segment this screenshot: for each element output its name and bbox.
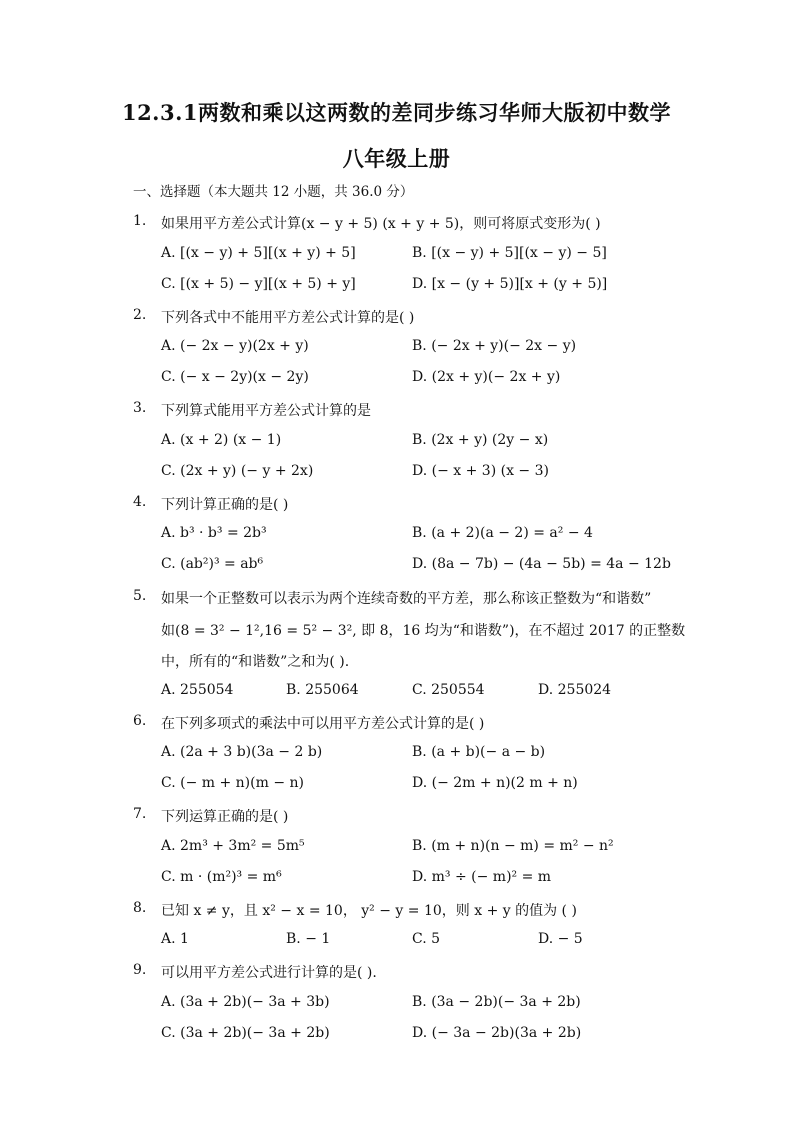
- option-c: C. (3a + 2b)(− 3a + 2b): [161, 1025, 330, 1041]
- option-c: C. m · (m²)³ = m⁶: [161, 869, 282, 885]
- option-a: A. (x + 2) (x − 1): [161, 432, 282, 448]
- question-text: 如果用平方差公式计算(x − y + 5) (x + y + 5)，则可将原式变形为( ): [161, 216, 601, 232]
- option-b: B. (m + n)(n − m) = m² − n²: [412, 838, 614, 854]
- option-b: B. (a + b)(− a − b): [412, 744, 546, 760]
- option-d: D. [x − (y + 5)][x + (y + 5)]: [412, 276, 608, 292]
- question-number: 3.: [133, 400, 147, 416]
- question-number: 7.: [133, 806, 147, 822]
- option-b: B. (3a − 2b)(− 3a + 2b): [412, 994, 581, 1010]
- option-d: D. m³ ÷ (− m)² = m: [412, 869, 552, 885]
- option-d: D. (− x + 3) (x − 3): [412, 463, 549, 479]
- option-a: A. (3a + 2b)(− 3a + 3b): [161, 994, 330, 1010]
- document-title-line2: 八年级上册: [342, 146, 451, 171]
- question-text: 可以用平方差公式进行计算的是( ).: [161, 965, 377, 981]
- option-d: D. 255024: [538, 682, 612, 698]
- option-c: C. (− m + n)(m − n): [161, 775, 304, 791]
- option-a: A. 1: [161, 931, 189, 947]
- option-b: B. (2x + y) (2y − x): [412, 432, 549, 448]
- question-text-line3: 中，所有的“和谐数”之和为( ).: [161, 654, 350, 670]
- option-d: D. (8a − 7b) − (4a − 5b) = 4a − 12b: [412, 556, 671, 572]
- option-c: C. (ab²)³ = ab⁶: [161, 556, 264, 572]
- option-a: A. [(x − y) + 5][(x + y) + 5]: [161, 245, 356, 261]
- question-text: 下列各式中不能用平方差公式计算的是( ): [161, 310, 415, 326]
- question-number: 4.: [133, 494, 147, 510]
- option-c: C. [(x + 5) − y][(x + 5) + y]: [161, 276, 356, 292]
- option-b: B. [(x − y) + 5][(x − y) − 5]: [412, 245, 607, 261]
- question-text: 在下列多项式的乘法中可以用平方差公式计算的是( ): [161, 716, 485, 732]
- option-c: C. (2x + y) (− y + 2x): [161, 463, 314, 479]
- option-b: B. − 1: [286, 931, 331, 947]
- document-title-line1: 12.3.1两数和乘以这两数的差同步练习华师大版初中数学: [121, 100, 672, 125]
- option-a: A. b³ · b³ = 2b³: [161, 525, 267, 541]
- option-d: D. (− 2m + n)(2 m + n): [412, 775, 578, 791]
- question-number: 1.: [133, 213, 147, 229]
- option-b: B. 255064: [286, 682, 359, 698]
- question-text-line2: 如(8 = 3² − 1²,16 = 5² − 3², 即 8，16 均为“和谐数”)，在不超过 2017 的正整数: [161, 623, 686, 639]
- option-c: C. (− x − 2y)(x − 2y): [161, 369, 309, 385]
- option-b: B. (− 2x + y)(− 2x − y): [412, 338, 577, 354]
- option-a: A. 255054: [161, 682, 234, 698]
- question-text: 下列计算正确的是( ): [161, 497, 289, 513]
- option-a: A. 2m³ + 3m² = 5m⁵: [161, 838, 305, 854]
- question-text: 下列算式能用平方差公式计算的是: [161, 403, 371, 419]
- question-text: 已知 x ≠ y，且 x² − x = 10， y² − y = 10，则 x + y 的值为 ( ): [161, 903, 577, 919]
- option-a: A. (2a + 3 b)(3a − 2 b): [161, 744, 323, 760]
- question-number: 9.: [133, 962, 147, 978]
- option-b: B. (a + 2)(a − 2) = a² − 4: [412, 525, 593, 541]
- question-number: 8.: [133, 900, 147, 916]
- question-text: 如果一个正整数可以表示为两个连续奇数的平方差，那么称该正整数为“和谐数”: [161, 591, 652, 607]
- question-number: 2.: [133, 307, 147, 323]
- section-heading: 一、选择题（本大题共 12 小题，共 36.0 分）: [133, 184, 414, 200]
- option-a: A. (− 2x − y)(2x + y): [161, 338, 309, 354]
- option-d: D. (2x + y)(− 2x + y): [412, 369, 561, 385]
- question-number: 5.: [133, 588, 147, 604]
- option-d: D. (− 3a − 2b)(3a + 2b): [412, 1025, 582, 1041]
- question-number: 6.: [133, 713, 147, 729]
- option-d: D. − 5: [538, 931, 583, 947]
- option-c: C. 250554: [412, 682, 485, 698]
- question-text: 下列运算正确的是( ): [161, 809, 289, 825]
- option-c: C. 5: [412, 931, 441, 947]
